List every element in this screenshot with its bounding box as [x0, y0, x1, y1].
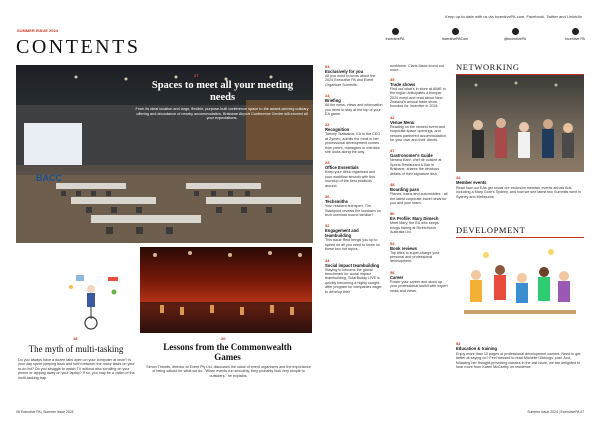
list-item[interactable]: 26 Techsmiths Your resident techspert, Tim Stackpool reveals the lowdown on tech overload bound familiar?	[325, 194, 381, 217]
instagram-icon	[392, 28, 399, 35]
networking-image	[456, 75, 584, 172]
list-item[interactable]: 47 Gastronomer's Guide Nerana Bahr, chef de cuisine at Sports Restaurant & Bar in Brisbane, shares the delicious details of their signature dish.	[390, 148, 442, 176]
networking-heading: NETWORKING	[456, 62, 584, 75]
list-item[interactable]: 22 Recognition Tammy Tsatsakos, EA to the CEO at Zymeo, admits the most in her professional development comes from peers, managers or mentors she looks along the way.	[325, 122, 381, 155]
development-image	[456, 240, 584, 338]
commonwealth-image	[140, 247, 312, 333]
networking-page-num: 44	[456, 175, 461, 180]
social-row	[365, 28, 600, 42]
list-item[interactable]: 50 EA Profile: Mary Dimech Meet Mary, the EA who keeps things ticking at Riverchurch Australia Ltd.	[390, 211, 439, 235]
feature2-title[interactable]: Lessons from the Commonwealth Games	[163, 342, 292, 362]
facebook-icon	[452, 28, 459, 35]
networking-title[interactable]: Member events	[456, 180, 487, 185]
hero-title[interactable]: Spaces to meet all your meeting needs	[151, 80, 294, 103]
issue-label: SUMMER ISSUE 2024	[17, 28, 58, 33]
list-item[interactable]: 35 Trade shows Find out what's in store at AIME in the region anticipates a bumper 2024 event and read about New Zealand's annual trade show founded for Incentive in 2024.	[390, 76, 446, 109]
feature2-page-num: 20	[221, 336, 226, 341]
development-page-num: 52	[456, 341, 461, 346]
contents-column-1	[325, 64, 383, 300]
list-item[interactable]: 54 Book reviews Top titles to super-charge your personal and professional development.	[390, 240, 440, 264]
feature1-page-num: 18	[73, 336, 78, 341]
col2-intro: workforce. Claris Mace found out more...	[390, 64, 444, 73]
feature1-desc: Do you always have a dozen tabs open on your computer at once? Is your day spent jumping back and forth between the many tasks on your to-do list? Do you struggle to watch TV without also scrolling on your phone or tapping away on your laptop? If so, you may be a victim of the multi-tasking trap.	[18, 358, 135, 380]
social-linkedin[interactable]: Incentive PA	[545, 28, 600, 42]
footer-right: Summer Issue 2024 | ExecutivePA 07	[527, 410, 584, 414]
networking-text: Read how our EAs got social our exclusive member events across Aus, including a Mary Gore's Sydney, and how we see latest two Summits went in Sydney and Melbourne.	[456, 186, 582, 199]
list-item[interactable]: 56 Career Power your career and stock up your professional toolkit with expert news and views.	[390, 269, 448, 293]
development-title[interactable]: Education & training	[456, 346, 497, 351]
list-item[interactable]: 42 Venue Menu Reading on the newest event and corporate space openings, and venues partnered accommodation for your own and their clients.	[390, 114, 446, 143]
list-item[interactable]: 24 Office Essentials Keep your desk organised and your workflow smooth with this roundup of the best products around.	[325, 160, 376, 188]
list-item[interactable]: 32 Engagement and teambuilding This issue Reid brings you up to speed on all you need to know on these two hot topics.	[325, 223, 380, 252]
twitter-icon	[512, 28, 519, 35]
contents-column-2	[390, 64, 448, 299]
hero-page-num: 27	[194, 73, 199, 78]
multitasking-image	[16, 247, 133, 333]
list-item[interactable]: 14 Briefing All the news, views and information you need to stay at the top of your EA game.	[325, 93, 383, 117]
contents-title: CONTENTS	[16, 36, 141, 58]
list-item[interactable]: 48 Boarding pass Planes, trains and automobiles - all the latest corporate travel news for you and your team.	[390, 182, 448, 205]
hero-sign: BACC	[36, 173, 62, 183]
social-instagram[interactable]: IncentivePA	[365, 28, 425, 42]
feature2-desc: Simon Thewlis, director at Event Pty Ltd, discusses the value of event organisers and the importance of being valued for what we do. "When events run smoothly, they probably look very simple to outsiders," he explains.	[146, 365, 311, 378]
development-text: Enjoy more than 10 pages of professional development content. Need to get better at saying no? Feel blessed to read Michelle Gibbings' post. And, following her thought-provoking classes in the last issue, we are delighted to hear more from Karen McCarthy on resilience.	[456, 352, 581, 370]
linkedin-icon	[572, 28, 579, 35]
footer-left: 06 Executive PA | Summer Issue 2024	[16, 410, 74, 414]
social-twitter[interactable]: @incentivePA	[485, 28, 545, 42]
social-facebook[interactable]: IncentivePACom	[425, 28, 485, 42]
development-heading: DEVELOPMENT	[456, 225, 584, 238]
hero-desc: From its ideal location and large, flexible, purpose-built conference space to the award-winning culinary offering and abundance of nearby accommodation, Brisbane Airport Conference Centre will exceed all your expectations.	[135, 107, 309, 121]
list-item[interactable]: 04 Exclusively for you All you need to know about the 2024 Executive PA and Event Organiser Summits.	[325, 64, 376, 87]
feature1-title[interactable]: The myth of multi-tasking	[28, 344, 124, 354]
keep-up-text: Keep up-to-date with us via incentivePA.com, Facebook, Twitter and LinkedIn	[445, 14, 582, 19]
list-item[interactable]: 34 Social impact teambuilding Staying to become the global benchmark for social impact teambuilding, SolarBuddy LIVE is quickly becoming a highly sought-after program for companies eager to develop their	[325, 257, 382, 294]
